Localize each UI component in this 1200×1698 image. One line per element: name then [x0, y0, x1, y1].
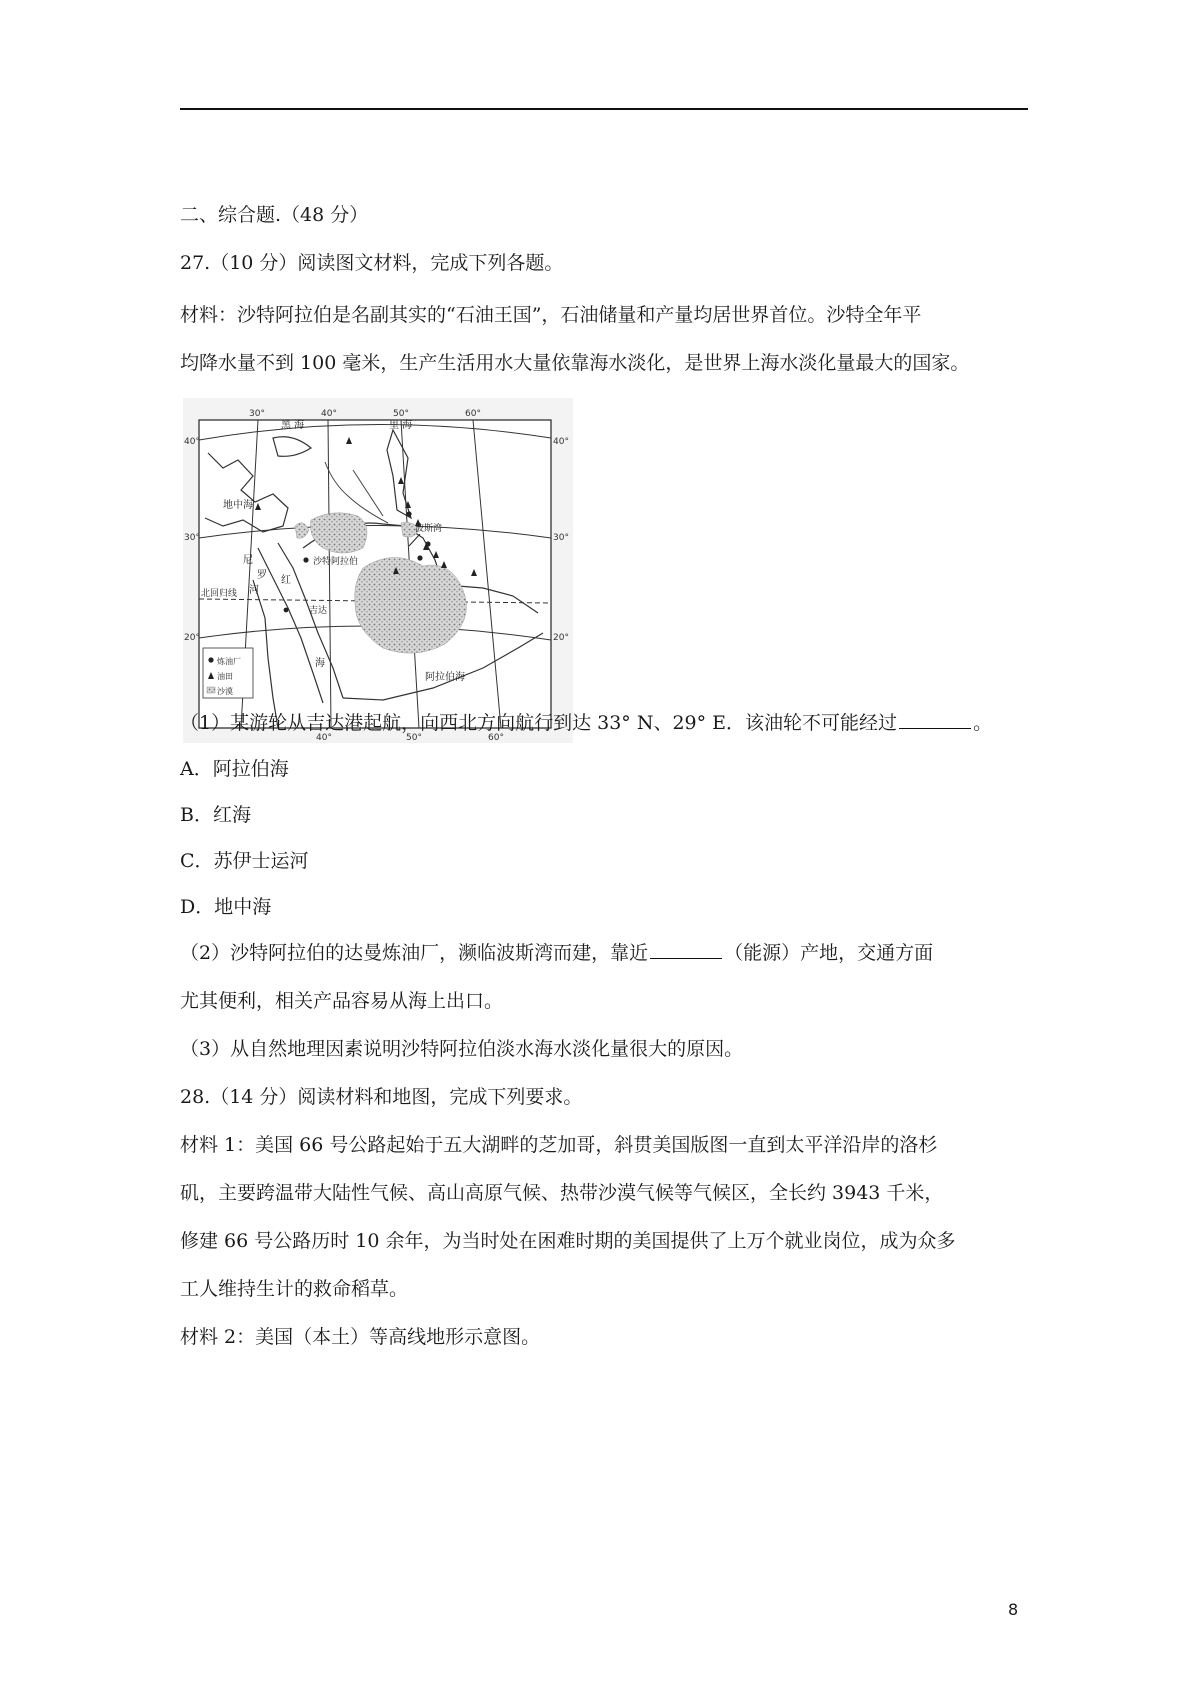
map-lon-label-40: 40° — [321, 409, 337, 419]
q27-sub2-answer-blank[interactable] — [650, 940, 722, 959]
map-label-jeddah: 吉达 — [309, 606, 328, 616]
option-d: D．地中海 — [180, 896, 272, 918]
q27-sub2 — [180, 940, 933, 966]
map-label-nile-2: 罗 — [257, 570, 267, 581]
map-label-nile-1: 尼 — [243, 555, 253, 566]
q28-material1-line-2: 矶，主要跨温带大陆性气候、高山高原气候、热带沙漠气候等气候区，全长约 3943 千米， — [180, 1182, 944, 1204]
map-label-tropic: 北回归线 — [201, 589, 238, 599]
q28-material1-line-3: 修建 66 号公路历时 10 余年，为当时处在困难时期的美国提供了上万个就业岗位，成为众多 — [180, 1230, 956, 1252]
q28-material2: 材料 2：美国（本土）等高线地形示意图。 — [180, 1326, 541, 1348]
map-lon-label-30: 30° — [249, 409, 265, 419]
q27-sub1-suffix: 。 — [973, 712, 993, 734]
map-lon-label-40b: 40° — [316, 733, 332, 743]
q27-material-line-1: 材料：沙特阿拉伯是名副其实的“石油王国”，石油储量和产量均居世界首位。沙特全年平 — [180, 304, 922, 326]
legend-label-oilfield: 油田 — [217, 672, 233, 681]
map-legend — [203, 648, 253, 698]
map-label-caspian: 里 海 — [389, 420, 413, 431]
page-number: 8 — [1008, 1600, 1019, 1619]
map-lat-label-20r: 20° — [553, 633, 569, 643]
q27-stem: 27.（10 分）阅读图文材料，完成下列各题。 — [180, 252, 564, 274]
refinery-icon — [208, 657, 213, 662]
map-label-saudi: 沙特阿拉伯 — [313, 557, 359, 567]
q28-material1-line-1: 材料 1：美国 66 号公路起始于五大湖畔的芝加哥，斜贯美国版图一直到太平洋沿岸的洛杉 — [180, 1134, 938, 1156]
option-a: A．阿拉伯海 — [180, 758, 289, 780]
map-lon-label-50: 50° — [393, 409, 409, 419]
q27-sub3: （3）从自然地理因素说明沙特阿拉伯淡水海水淡化量很大的原因。 — [180, 1038, 744, 1060]
map-label-nile-3: 河 — [249, 585, 259, 596]
map-label-mediterranean: 地中海 — [223, 500, 253, 511]
option-b: B．红海 — [180, 804, 251, 826]
map-label-black-sea: 黑 海 — [281, 420, 305, 431]
option-c: C．苏伊士运河 — [180, 850, 309, 872]
q28-stem: 28.（14 分）阅读材料和地图，完成下列要求。 — [180, 1086, 583, 1108]
legend-label-desert: 沙漠 — [217, 687, 233, 696]
map-label-arabian-sea: 阿拉伯海 — [425, 672, 465, 683]
q28-material1-line-4: 工人维持生计的救命稻草。 — [180, 1278, 409, 1300]
map-lat-label-30r: 30° — [553, 533, 569, 543]
q27-sub2-suffix: （能源）产地，交通方面 — [724, 942, 934, 964]
map-label-red-sea-2: 海 — [315, 658, 325, 669]
map-lat-label-40: 40° — [184, 437, 200, 447]
desert-icon — [207, 687, 215, 693]
q27-sub1 — [180, 710, 992, 736]
map-lon-label-60b: 60° — [488, 733, 504, 743]
q27-sub2-line-2: 尤其便利，相关产品容易从海上出口。 — [180, 990, 504, 1012]
map-lon-label-60: 60° — [465, 409, 481, 419]
middle-east-map — [183, 398, 573, 743]
map-label-persian-gulf: 波斯湾 — [415, 524, 443, 534]
map-label-red-sea-1: 红 — [281, 575, 291, 586]
section-title: 二、综合题.（48 分） — [180, 204, 369, 226]
map-lat-label-30: 30° — [184, 533, 200, 543]
header-rule — [180, 108, 1028, 110]
map-lat-label-20: 20° — [184, 633, 200, 643]
q27-sub2-text: （2）沙特阿拉伯的达曼炼油厂，濒临波斯湾而建，靠近 — [180, 942, 649, 964]
map-lon-label-50b: 50° — [406, 733, 422, 743]
q27-sub1-answer-blank[interactable] — [899, 710, 971, 729]
map-lat-label-40r: 40° — [553, 437, 569, 447]
q27-material-line-2: 均降水量不到 100 毫米，生产生活用水大量依靠海水淡化，是世界上海水淡化量最大的国家。 — [180, 352, 970, 374]
q27-sub1-text: （1）某游轮从吉达港起航，向西北方向航行到达 33° N、29° E．该油轮不可能经过 — [180, 712, 898, 734]
legend-label-refinery: 炼油厂 — [217, 657, 241, 666]
